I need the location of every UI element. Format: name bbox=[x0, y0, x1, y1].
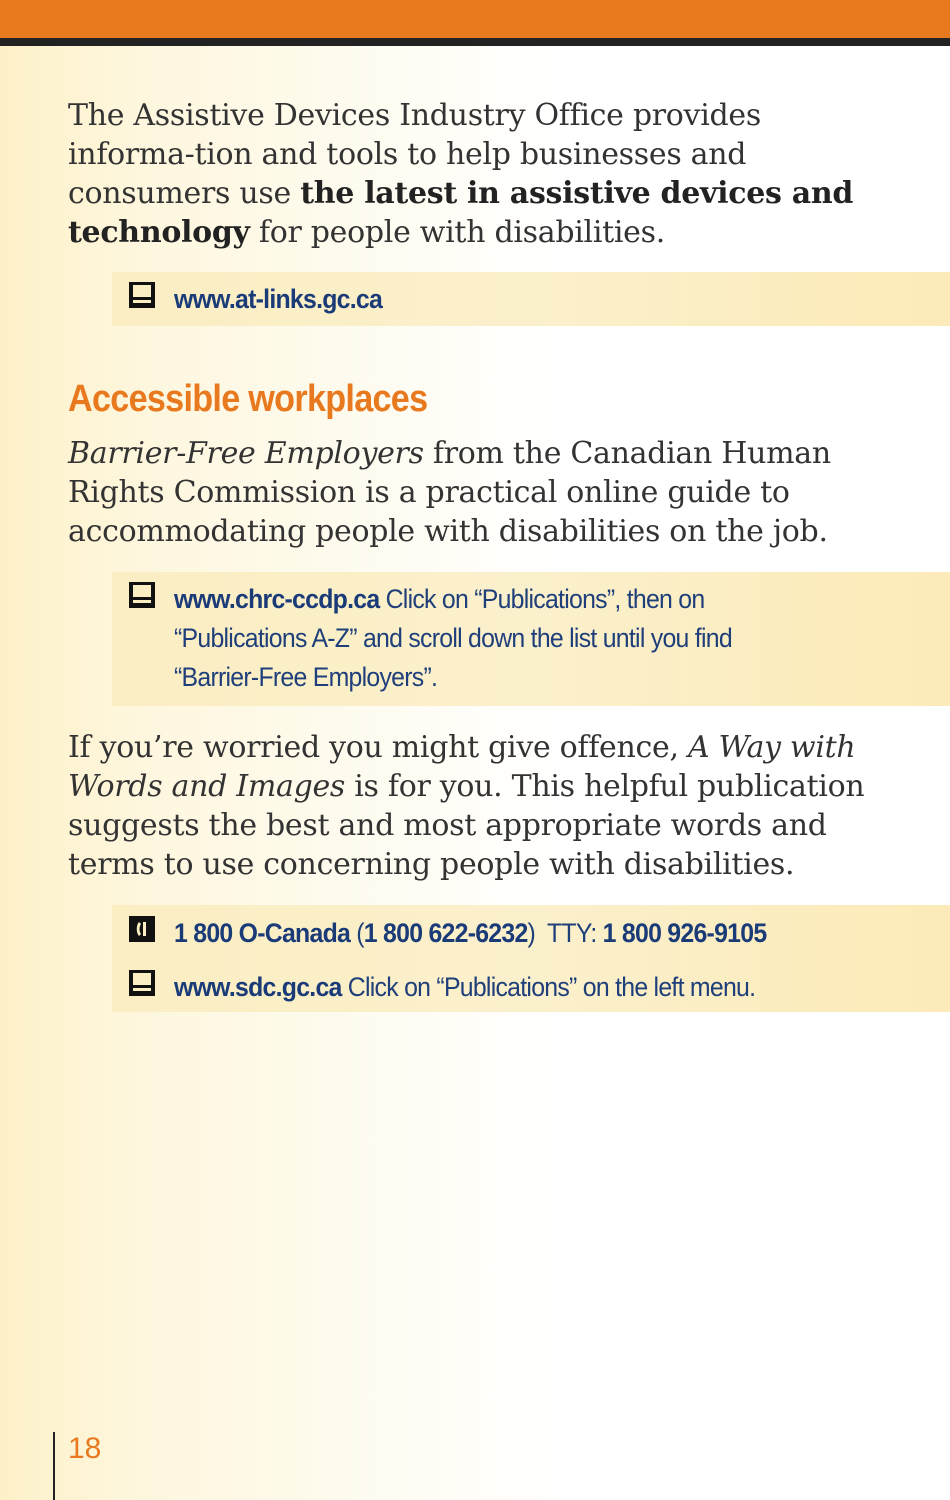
sdc-link-line bbox=[174, 968, 755, 1007]
computer-icon bbox=[128, 582, 158, 608]
header-rule bbox=[0, 38, 950, 46]
phone-name-link[interactable]: 1 800 O-Canada bbox=[174, 918, 351, 948]
words-images-title: A Way with Words and Images bbox=[68, 730, 856, 804]
computer-icon bbox=[128, 282, 158, 308]
intro-text: The Assistive Devices Industry Office provides informa-tion and tools to help businesses and consumers use bbox=[68, 98, 761, 211]
section-heading: Accessible workplaces bbox=[68, 378, 428, 420]
barrier-free-title: Barrier-Free Employers bbox=[68, 436, 424, 471]
chrc-link-block bbox=[174, 580, 818, 697]
sdc-instructions: Click on “Publications” on the left menu. bbox=[341, 972, 756, 1002]
intro-paragraph bbox=[68, 96, 888, 252]
page-number: 18 bbox=[68, 1432, 102, 1465]
computer-icon bbox=[128, 970, 158, 996]
phone-icon bbox=[128, 916, 158, 942]
tty-number-link[interactable]: 1 800 926-9105 bbox=[602, 918, 767, 948]
chrc-url[interactable]: www.chrc-ccdp.ca bbox=[174, 584, 380, 614]
chrc-instructions: Click on “Publications”, then on “Publications A-Z” and scroll down the list until you find “Barrier-Free Employers”. bbox=[174, 584, 732, 692]
phone-line: 1 800 O-Canada (1 800 622-6232) TTY: 1 800 926-9105 bbox=[174, 918, 767, 948]
sdc-url[interactable]: www.sdc.gc.ca bbox=[174, 972, 342, 1002]
tty-label: TTY: bbox=[535, 918, 603, 948]
page-number-rule bbox=[53, 1432, 55, 1500]
link-band-chrc bbox=[112, 572, 950, 706]
contact-band bbox=[112, 905, 950, 1012]
phone-number-link[interactable]: 1 800 622-6232 bbox=[363, 918, 528, 948]
barrier-free-text: from the Canadian Human Rights Commission is a practical online guide to accommodating people with disabilities on the job. bbox=[68, 436, 831, 549]
at-links-url[interactable]: www.at-links.gc.ca bbox=[174, 284, 383, 314]
link-band-at-links bbox=[112, 272, 950, 326]
intro-bold-text: the latest in assistive devices and technology bbox=[68, 176, 854, 250]
header-orange-bar bbox=[0, 0, 950, 38]
intro-text-end: for people with disabilities. bbox=[249, 215, 665, 250]
words-text-end: is for you. This helpful publication suggests the best and most appropriate words and terms to use concerning people with disabilities. bbox=[68, 769, 865, 882]
words-text: If you’re worried you might give offence, bbox=[68, 730, 688, 765]
barrier-free-paragraph bbox=[68, 434, 888, 551]
words-images-paragraph bbox=[68, 728, 888, 884]
